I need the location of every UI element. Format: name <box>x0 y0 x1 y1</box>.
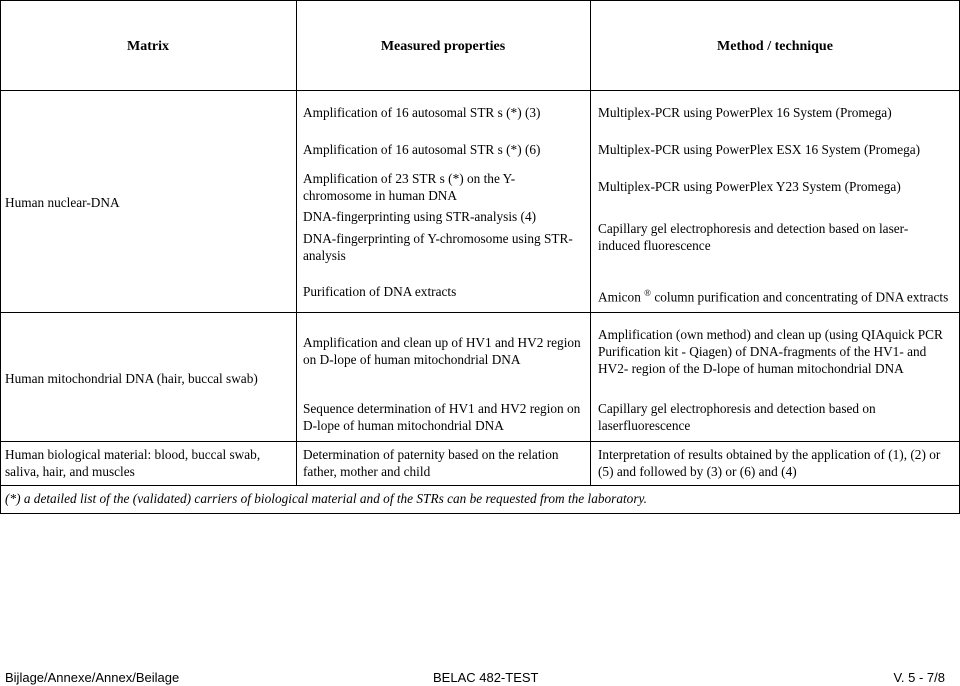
property-fingerprinting-str: DNA-fingerprinting using STR-analysis (4) <box>303 209 537 224</box>
table-border-top <box>0 0 960 1</box>
property-fingerprinting-y-line2: analysis <box>303 248 346 263</box>
property-paternity-line1: Determination of paternity based on the relation <box>303 447 559 462</box>
method-own-amplification-line3: HV2- region of the D-lope of human mitochondrial DNA <box>598 361 904 376</box>
method-interpretation-line1: Interpretation of results obtained by the application of (1), (2) or <box>598 447 941 462</box>
row-divider-3 <box>0 485 960 486</box>
header-matrix: Matrix <box>127 39 169 54</box>
method-interpretation-line2: (5) and followed by (3) or (6) and (4) <box>598 464 797 479</box>
property-hv-amplification-line1: Amplification and clean up of HV1 and HV2 region <box>303 335 581 350</box>
method-amicon <box>598 285 948 305</box>
method-powerplex-y23: Multiplex-PCR using PowerPlex Y23 System (Promega) <box>598 179 901 194</box>
property-sequence-line1: Sequence determination of HV1 and HV2 region on <box>303 401 581 416</box>
property-16-str-3: Amplification of 16 autosomal STR s (*) (3) <box>303 105 541 120</box>
footer-version-page: V. 5 - 7/8 <box>893 670 945 685</box>
matrix-nuclear-dna: Human nuclear-DNA <box>5 195 120 210</box>
table-border-left <box>0 0 1 514</box>
method-powerplex-16: Multiplex-PCR using PowerPlex 16 System (Promega) <box>598 105 892 120</box>
footnote: (*) a detailed list of the (validated) carriers of biological material and of the STRs can be requested from the laboratory. <box>5 491 647 506</box>
property-23-str-line2: chromosome in human DNA <box>303 188 457 203</box>
header-measured-properties: Measured properties <box>380 39 506 54</box>
matrix-mitochondrial-dna: Human mitochondrial DNA (hair, buccal swab) <box>5 371 258 386</box>
header-divider <box>0 90 960 91</box>
property-hv-amplification-line2: on D-lope of human mitochondrial DNA <box>303 352 521 367</box>
property-paternity-line2: father, mother and child <box>303 464 431 479</box>
method-capillary-line1: Capillary gel electrophoresis and detection based on laser- <box>598 221 909 236</box>
footer-annex: Bijlage/Annexe/Annex/Beilage <box>5 670 180 685</box>
registered-mark: ® <box>644 288 652 298</box>
row-divider-2 <box>0 441 960 442</box>
row-divider-1 <box>0 312 960 313</box>
method-capillary-line2: induced fluorescence <box>598 238 711 253</box>
method-own-amplification-line1: Amplification (own method) and clean up (using QIAquick PCR <box>598 327 943 342</box>
method-amicon-rest: column purification and concentrating of DNA extracts <box>651 289 949 305</box>
property-purification: Purification of DNA extracts <box>303 284 457 299</box>
method-amicon-brand: Amicon <box>598 289 641 305</box>
table-border-bottom <box>0 513 960 514</box>
method-capillary-laser-line2: laserfluorescence <box>598 418 691 433</box>
column-divider-2 <box>590 0 591 485</box>
method-own-amplification-line2: Purification kit - Qiagen) of DNA-fragments of the HV1- and <box>598 344 927 359</box>
matrix-biological-line1: Human biological material: blood, buccal swab, <box>5 447 261 462</box>
property-sequence-line2: D-lope of human mitochondrial DNA <box>303 418 504 433</box>
matrix-biological-line2: saliva, hair, and muscles <box>5 464 135 479</box>
header-method: Method / technique <box>717 39 833 54</box>
property-16-str-6: Amplification of 16 autosomal STR s (*) (6) <box>303 142 541 157</box>
method-powerplex-esx16: Multiplex-PCR using PowerPlex ESX 16 System (Promega) <box>598 142 921 157</box>
column-divider-1 <box>296 0 297 485</box>
method-capillary-laser-line1: Capillary gel electrophoresis and detection based on <box>598 401 876 416</box>
property-23-str-line1: Amplification of 23 STR s (*) on the Y- <box>303 171 516 186</box>
footer-document-id: BELAC 482-TEST <box>433 670 539 685</box>
property-fingerprinting-y-line1: DNA-fingerprinting of Y-chromosome using STR- <box>303 231 573 246</box>
